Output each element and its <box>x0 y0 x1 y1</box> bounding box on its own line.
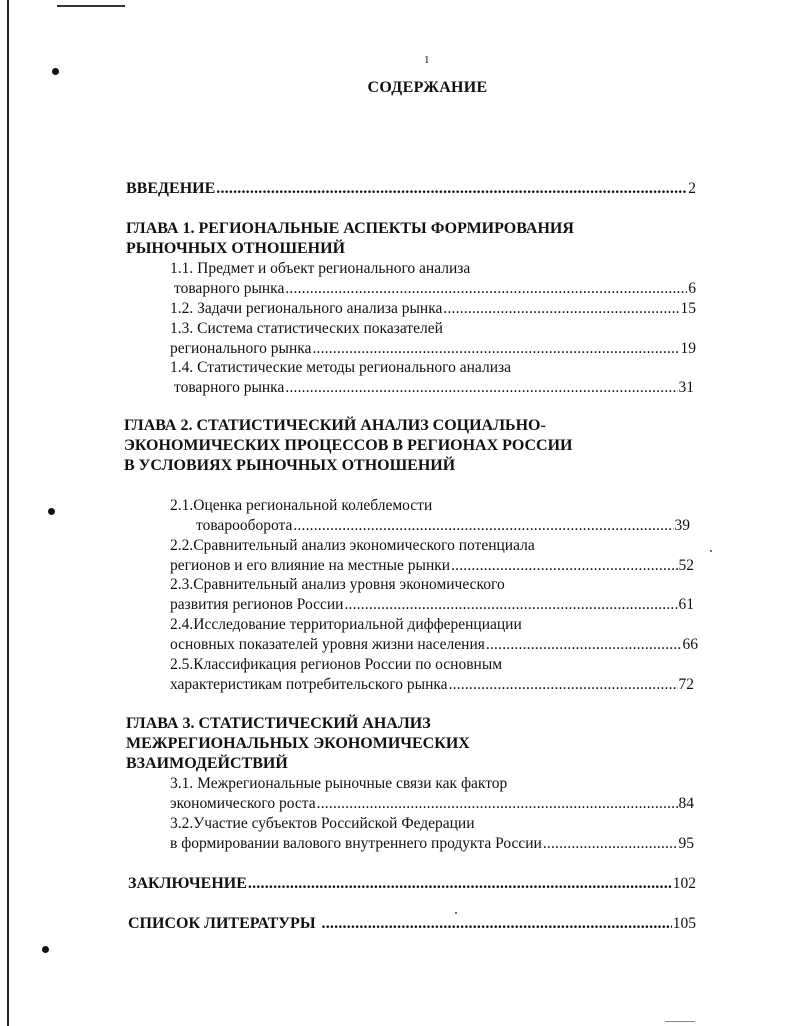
toc-entry-1-1 <box>174 279 696 299</box>
dot-leader <box>543 834 678 854</box>
toc-entry-line: 2.4.Исследование территориальной дифференциации <box>170 616 522 633</box>
toc-entry-label: регионального рынка <box>170 340 312 357</box>
toc-entry-line: 2.5.Классификация регионов России по основным <box>170 656 503 673</box>
dot-leader <box>293 516 673 536</box>
toc-entry-1-3 <box>170 339 696 359</box>
toc-entry-2-2 <box>170 556 694 576</box>
toc-entry-1-4 <box>174 378 694 398</box>
page-title: СОДЕРЖАНИЕ <box>367 79 488 96</box>
toc-page-number: 84 <box>678 795 694 812</box>
toc-page-number: 105 <box>672 915 696 932</box>
dot-leader <box>486 635 682 655</box>
toc-entry-line: 3.1. Межрегиональные рыночные связи как фактор <box>170 775 508 792</box>
scan-mark <box>665 1021 695 1022</box>
toc-entry-label: регионов и его влияние на местные рынки <box>170 557 451 574</box>
chapter-2-heading <box>124 416 572 476</box>
toc-page-number: 19 <box>680 340 696 357</box>
toc-entry-line: 1.4. Статистические методы регионального анализа <box>170 359 511 376</box>
toc-page-number: 2 <box>688 180 696 197</box>
dot-leader <box>317 794 678 814</box>
dot-leader <box>285 279 687 299</box>
toc-entry-label: ВВЕДЕНИЕ <box>126 180 216 197</box>
toc-entry-conclusion <box>128 874 696 894</box>
toc-page-number: 102 <box>672 875 696 892</box>
heading-line: РЫНОЧНЫХ ОТНОШЕНИЙ <box>126 240 346 257</box>
toc-entry-3-2 <box>170 834 694 854</box>
toc-page-number: 6 <box>688 280 696 297</box>
toc-entry-3-1 <box>170 794 694 814</box>
toc-page-number: 66 <box>682 636 698 653</box>
toc-entry-label: товарного рынка <box>174 379 285 396</box>
scan-mark <box>57 5 125 7</box>
dot-leader <box>344 595 677 615</box>
toc-entry-label: развития регионов России <box>170 596 344 613</box>
toc-entry-label: товарного рынка <box>174 280 285 297</box>
toc-entry-label: ЗАКЛЮЧЕНИЕ <box>128 875 247 892</box>
toc-entry-introduction <box>126 179 696 199</box>
toc-entry-label: в формировании валового внутреннего продукта России <box>170 835 542 852</box>
toc-page-number: 15 <box>680 300 696 317</box>
toc-page-number: 72 <box>678 676 694 693</box>
toc-entry-label: основных показателей уровня жизни населения <box>170 636 485 653</box>
toc-entry-line: 2.2.Сравнительный анализ экономического потенциала <box>170 537 535 554</box>
dot-leader <box>216 179 687 199</box>
heading-line: ГЛАВА 3. СТАТИСТИЧЕСКИЙ АНАЛИЗ <box>126 715 431 732</box>
dot-leader <box>312 339 679 359</box>
punch-hole-mark <box>42 946 49 953</box>
punch-hole-mark <box>48 508 55 515</box>
toc-entry-line: 2.1.Оценка региональной колеблемости <box>170 497 433 514</box>
toc-entry-label: 1.2. Задачи регионального анализа рынка <box>170 300 443 317</box>
toc-entry-1-2 <box>170 299 696 319</box>
heading-line: ВЗАИМОДЕЙСТВИЙ <box>126 755 288 772</box>
scan-edge-line <box>7 0 9 1026</box>
toc-entry-line: 1.3. Система статистических показателей <box>170 320 443 337</box>
dot-leader <box>248 874 672 894</box>
toc-entry-label: экономического роста <box>170 795 316 812</box>
dot-leader <box>322 914 672 934</box>
heading-line: МЕЖРЕГИОНАЛЬНЫХ ЭКОНОМИЧЕСКИХ <box>126 735 470 752</box>
toc-entry-label: товарооборота <box>196 517 293 534</box>
chapter-1-heading <box>126 219 574 259</box>
toc-entry-label: СПИСОК ЛИТЕРАТУРЫ <box>128 915 316 932</box>
dot-leader <box>451 556 677 576</box>
toc-page-number: 95 <box>678 835 694 852</box>
toc-page-number: 31 <box>678 379 694 396</box>
heading-line: ГЛАВА 1. РЕГИОНАЛЬНЫЕ АСПЕКТЫ ФОРМИРОВАНИЯ <box>126 220 574 237</box>
toc-page-number: 39 <box>674 517 690 534</box>
dot-leader <box>285 378 677 398</box>
toc-entry-2-1 <box>196 516 690 536</box>
chapter-3-heading <box>126 714 470 774</box>
toc-entry-references <box>128 914 696 934</box>
toc-page-number: 61 <box>678 596 694 613</box>
toc-entry-label: характеристикам потребительского рынка <box>170 676 448 693</box>
page-number: 1 <box>424 54 430 66</box>
toc-entry-line: 1.1. Предмет и объект регионального анализа <box>170 260 471 277</box>
punch-hole-mark <box>52 68 59 75</box>
toc-page-number: 52 <box>678 557 694 574</box>
toc-entry-2-4 <box>170 635 698 655</box>
toc-entry-2-3 <box>170 595 694 615</box>
toc-entry-2-5 <box>170 675 694 695</box>
toc-entry-line: 2.3.Сравнительный анализ уровня экономического <box>170 576 505 593</box>
heading-line: ГЛАВА 2. СТАТИСТИЧЕСКИЙ АНАЛИЗ СОЦИАЛЬНО- <box>124 417 546 434</box>
dot-leader <box>443 299 679 319</box>
heading-line: ЭКОНОМИЧЕСКИХ ПРОЦЕССОВ В РЕГИОНАХ РОССИИ <box>124 437 573 454</box>
dot-leader <box>449 675 678 695</box>
heading-line: В УСЛОВИЯХ РЫНОЧНЫХ ОТНОШЕНИЙ <box>124 457 456 474</box>
toc-entry-line: 3.2.Участие субъектов Российской Федерации <box>170 815 475 832</box>
scan-speck <box>710 550 712 552</box>
